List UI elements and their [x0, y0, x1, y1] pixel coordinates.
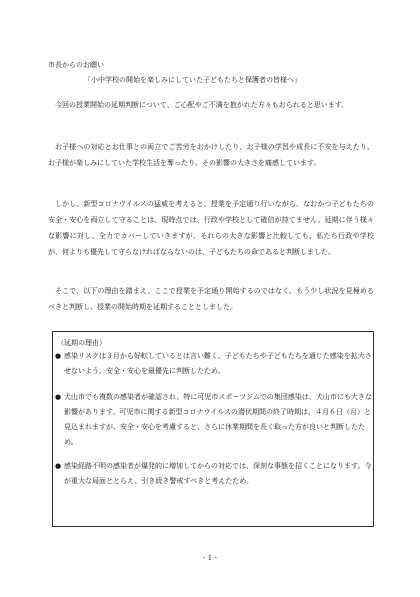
reason-item-3 — [55, 459, 378, 489]
document-subtitle: 「小中学校の開始を楽しみにしていた子どもたちと保護者の皆様へ」 — [84, 76, 301, 84]
bullet-icon: ● — [55, 352, 62, 360]
paragraph-4: そこで、以下の理由を踏まえ、ここで授業を予定通り開始するのではなく、もう少し状況を見極めるべきと判断し、授業の開始時期を延期することとしました。 — [48, 287, 374, 311]
page-number: - 1 - — [203, 554, 217, 562]
paragraph-1: 今回の授業開始の延期判断について、ご心配やご不満を抱かれた方々もおられると思います。 — [55, 101, 349, 109]
paragraph-2: お子様への対応とお仕事との両立でご苦労をおかけしたり、お子様の学習や成長に不安を与えたり、お子様が楽しみにしていた学校生活を奪ったり、その影響の大きさを痛感しています。 — [48, 143, 374, 167]
reason-text: 感染リスクは３月から好転しているとは言い難く、子どもたちや子どもたちを通じた感染を拡大させないよう、安全・安心を最優先に判断したため。 — [64, 352, 372, 375]
bullet-icon: ● — [55, 462, 62, 470]
reason-item-1 — [55, 349, 378, 379]
reasons-label: （延期の理由） — [57, 339, 106, 347]
reason-item-2 — [55, 390, 378, 450]
reasons-box — [52, 331, 374, 527]
reason-text: 犬山市でも複数の感染者が確認され、特に可児市スポーツジムでの集団感染は、犬山市にも大きな影響があります。可児市に関する新型コロナウイルスの潜伏期間の終了時期は、４月６日（月）と見込まれますが、安全・安心を考慮すると、さらに休業期間を長く取った方が良いと判断したため。 — [64, 393, 372, 446]
bullet-icon: ● — [55, 393, 62, 401]
reason-text: 感染経路不明の感染者が爆発的に増加してからの対応では、深刻な事態を招くことになります。今が重大な局面ととらえ、引き続き警戒すべきと考えたため。 — [64, 462, 372, 485]
document-heading: 市長からのお願い — [48, 61, 104, 69]
paragraph-3: しかし、新型コロナウイルスの猛威を考えると、授業を予定通り行いながら、なおかつ子どもたちの安全・安心を両立して守ることは、現時点では、行政や学校として確信が持てません。延期に伴う様々な影響に対し、全力でカバーしていきますが、それらの大きな影響と比較しても、私たち行政や学校が、何よりも優先して守らなければならないのは、子どもたちの命であると判断しました。 — [48, 200, 374, 256]
